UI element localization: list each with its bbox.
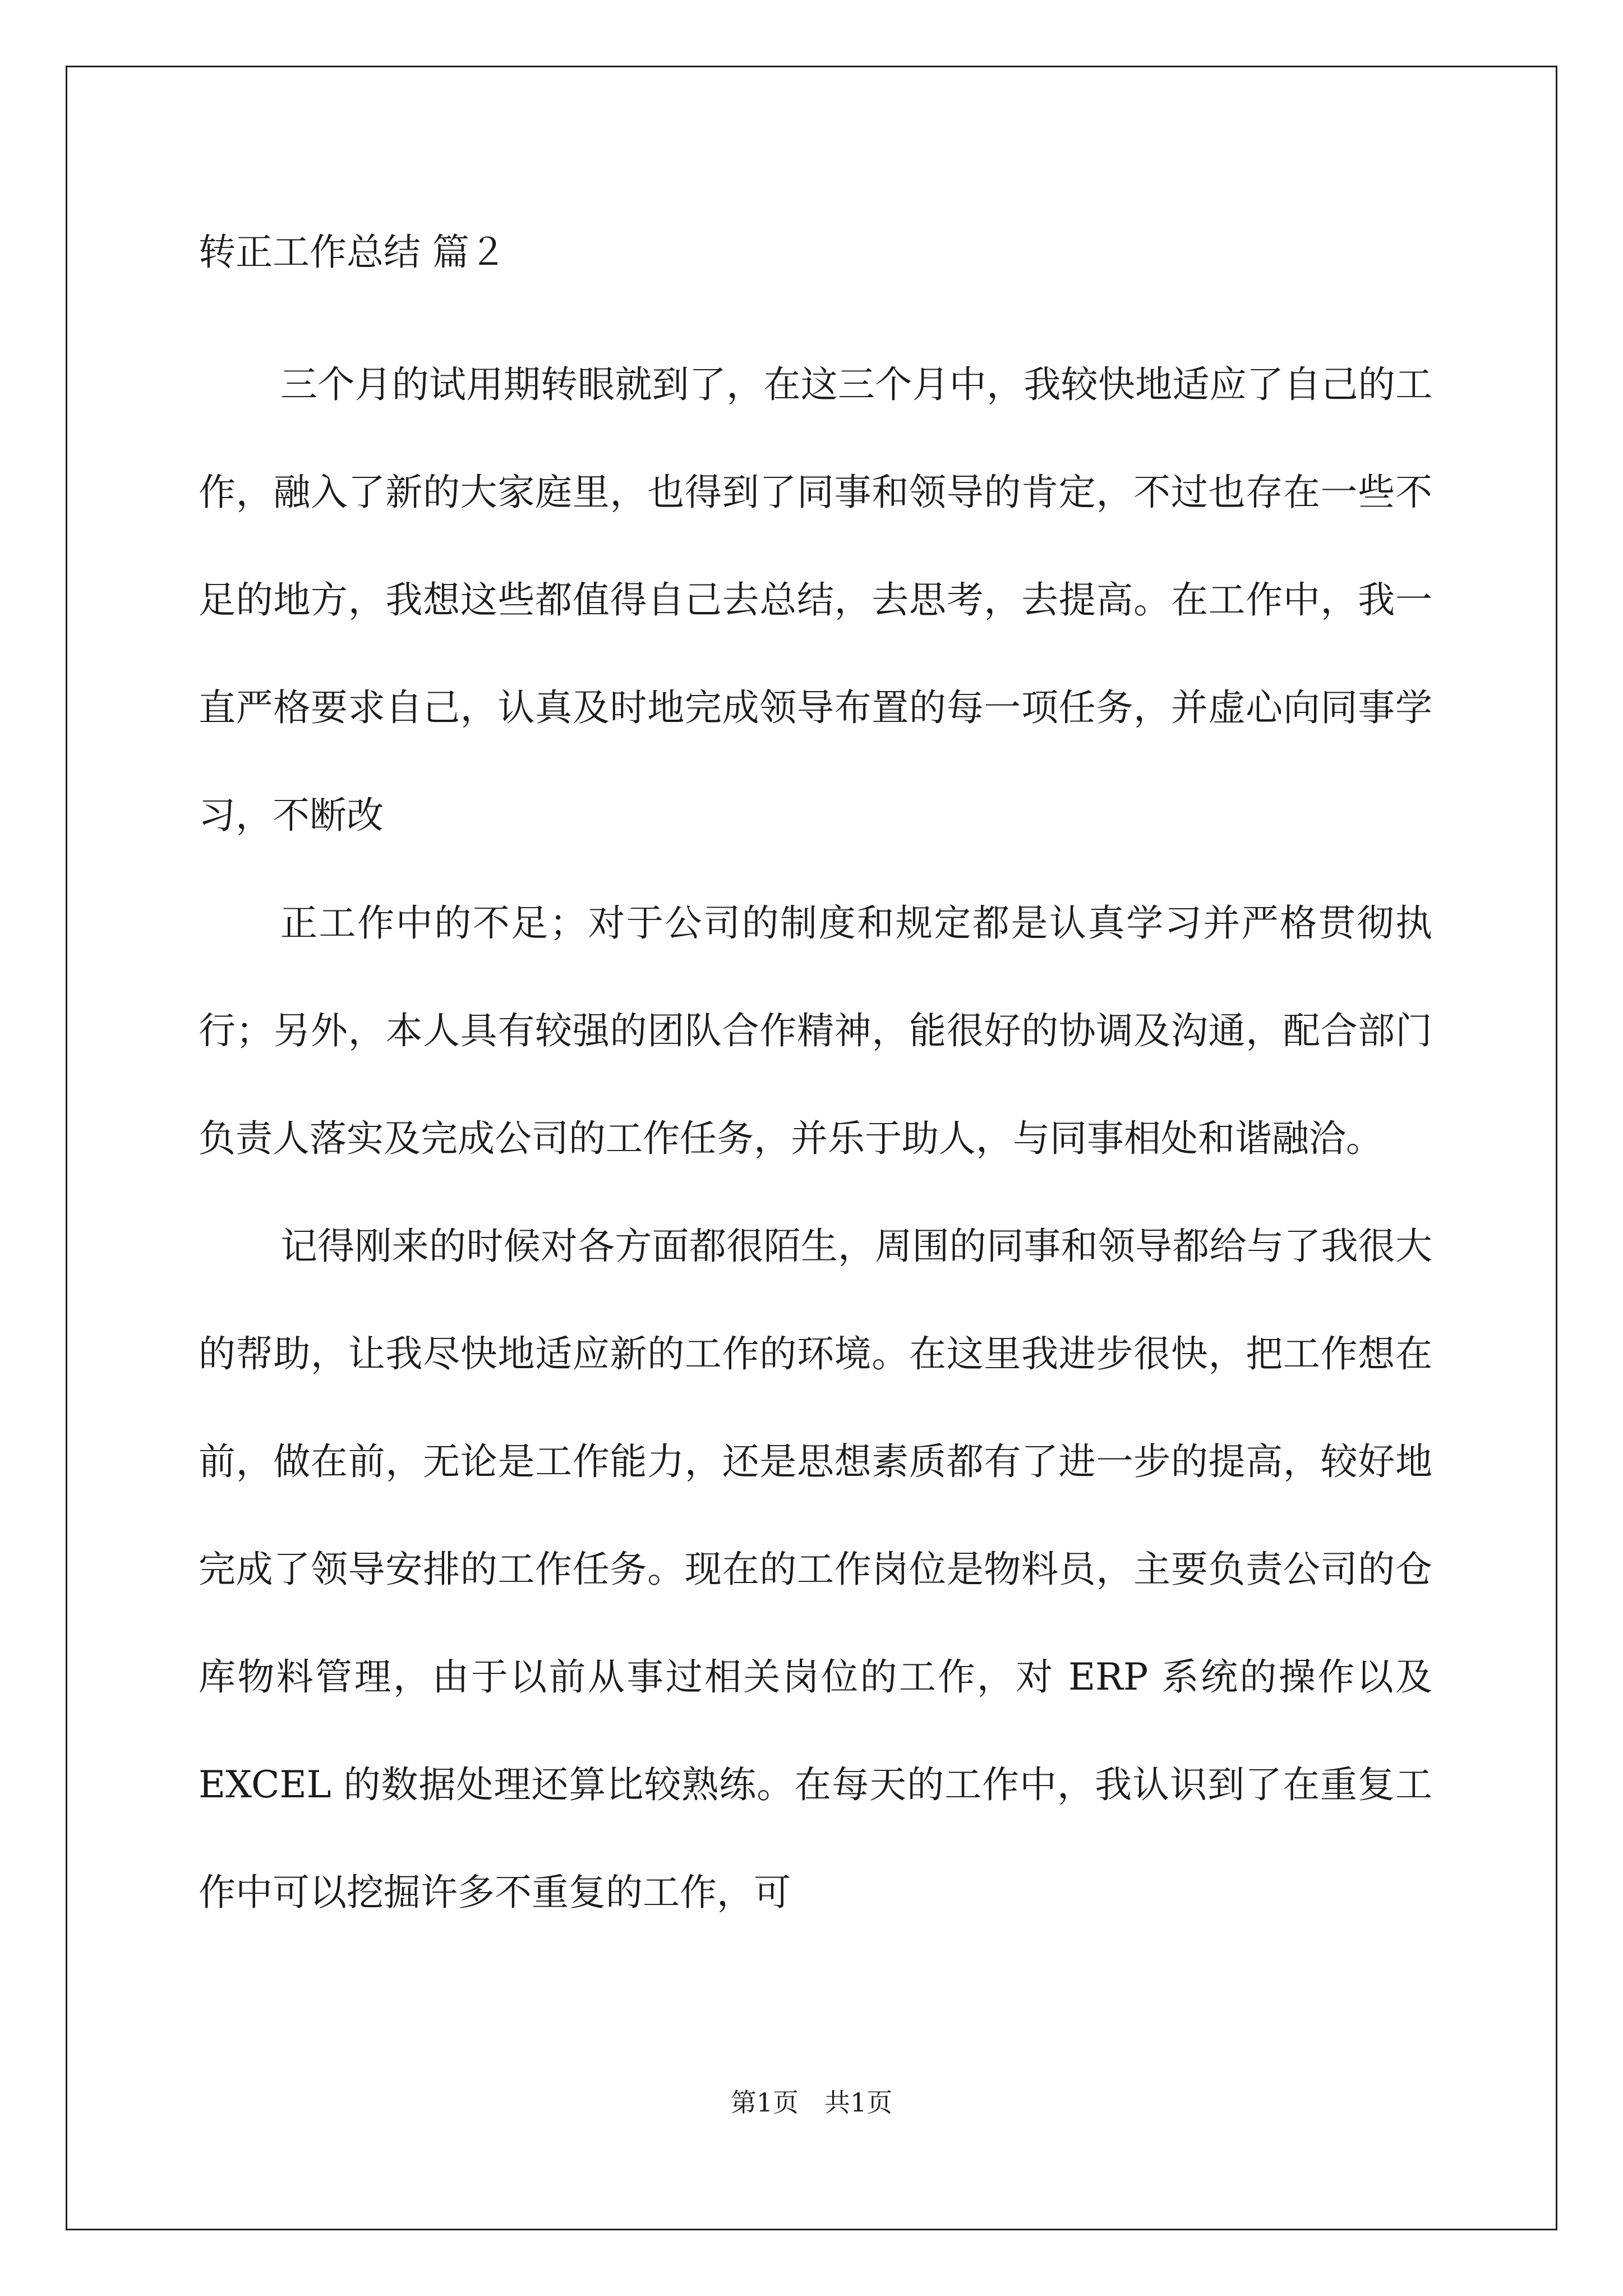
document-body <box>199 331 1432 1947</box>
page-number: 第1页 共1页 <box>730 2087 893 2118</box>
document-title: 转正工作总结 篇２ <box>199 231 506 274</box>
paragraph-3: 记得刚来的时候对各方面都很陌生，周围的同事和领导都给与了我很大的帮助，让我尽快地适应新的工作的环境。在这里我进步很快，把工作想在前，做在前，无论是工作能力，还是思想素质都有了进一步的提高，较好地完成了领导安排的工作任务。现在的工作岗位是物料员，主要负责公司的仓库物料管理，由于以前从事过相关岗位的工作，对 ERP 系统的操作以及 EXCEL 的数据处理还算比较熟练。在每天的工作中，我认识到了在重复工作中可以挖掘许多不重复的工作，可 <box>199 1225 1432 1914</box>
paragraph-1: 三个月的试用期转眼就到了，在这三个月中，我较快地适应了自己的工作，融入了新的大家庭里，也得到了同事和领导的肯定，不过也存在一些不足的地方，我想这些都值得自己去总结，去思考，去提高。在工作中，我一直严格要求自己，认真及时地完成领导布置的每一项任务，并虚心向同事学习，不断改 <box>199 363 1432 837</box>
paragraph-2: 正工作中的不足；对于公司的制度和规定都是认真学习并严格贯彻执行；另外，本人具有较强的团队合作精神，能很好的协调及沟通，配合部门负责人落实及完成公司的工作任务，并乐于助人，与同事相处和谐融洽。 <box>199 901 1432 1160</box>
